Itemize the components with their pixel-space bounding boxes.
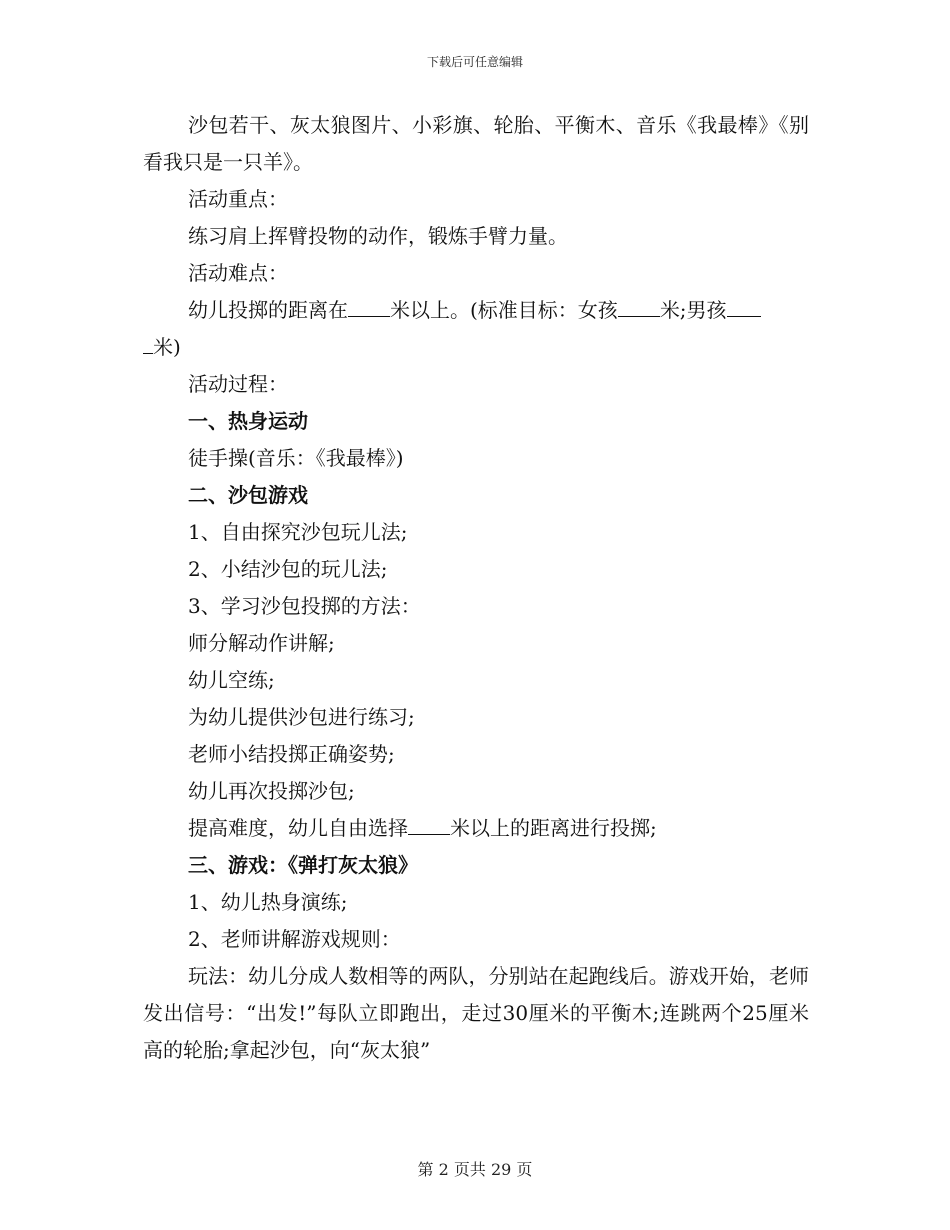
list-item: 幼儿再次投掷沙包; xyxy=(188,779,355,803)
list-item: 2、小结沙包的玩儿法; xyxy=(188,557,388,581)
blank-line xyxy=(618,298,660,317)
blank-line xyxy=(727,298,761,317)
rules-paragraph: 玩法：幼儿分成人数相等的两队，分别站在起跑线后。游戏开始，老师发出信号：“出发!”每队立即跑出，走过30厘米的平衡木;连跳两个25厘米高的轮胎;拿起沙包，向“灰太狼” xyxy=(143,964,809,1062)
document-body xyxy=(143,107,809,1069)
page-header: 下载后可任意编辑 xyxy=(426,55,523,69)
list-item: 老师小结投掷正确姿势; xyxy=(188,742,395,766)
section-heading-2: 二、沙包游戏 xyxy=(188,483,308,507)
list-item xyxy=(143,810,809,847)
list-item: 2、老师讲解游戏规则： xyxy=(188,927,401,951)
difficulty-text-b: 米以上。(标准目标：女孩 xyxy=(390,298,618,322)
difficulty-text-d: 米) xyxy=(153,335,181,359)
list-item: 师分解动作讲解; xyxy=(188,631,335,655)
section-heading-1: 一、热身运动 xyxy=(188,409,308,433)
blank-line xyxy=(143,335,153,354)
list-item: 3、学习沙包投掷的方法： xyxy=(188,594,421,618)
blank-line xyxy=(408,816,450,835)
difficulty-label: 活动难点： xyxy=(188,261,288,285)
section-heading-3: 三、游戏：《弹打灰太狼》 xyxy=(188,853,418,877)
sub6-text-b: 米以上的距离进行投掷; xyxy=(450,816,657,840)
difficulty-text-c: 米;男孩 xyxy=(659,298,727,322)
list-item: 为幼儿提供沙包进行练习; xyxy=(188,705,415,729)
focus-label: 活动重点： xyxy=(188,187,288,211)
sub6-text-a: 提高难度，幼儿自由选择 xyxy=(188,816,408,840)
list-item: 幼儿空练; xyxy=(188,668,275,692)
list-item: 1、幼儿热身演练; xyxy=(188,890,348,914)
page-footer: 第 2 页共 29 页 xyxy=(417,1160,533,1179)
difficulty-text xyxy=(143,292,809,366)
warmup-text: 徒手操(音乐：《我最棒》) xyxy=(188,446,404,470)
materials-paragraph: 沙包若干、灰太狼图片、小彩旗、轮胎、平衡木、音乐《我最棒》《别看我只是一只羊》。 xyxy=(143,113,809,174)
blank-line xyxy=(348,298,390,317)
focus-text: 练习肩上挥臂投物的动作，锻炼手臂力量。 xyxy=(188,224,568,248)
process-label: 活动过程： xyxy=(188,372,288,396)
difficulty-text-a: 幼儿投掷的距离在 xyxy=(188,298,348,322)
list-item: 1、自由探究沙包玩儿法; xyxy=(188,520,408,544)
